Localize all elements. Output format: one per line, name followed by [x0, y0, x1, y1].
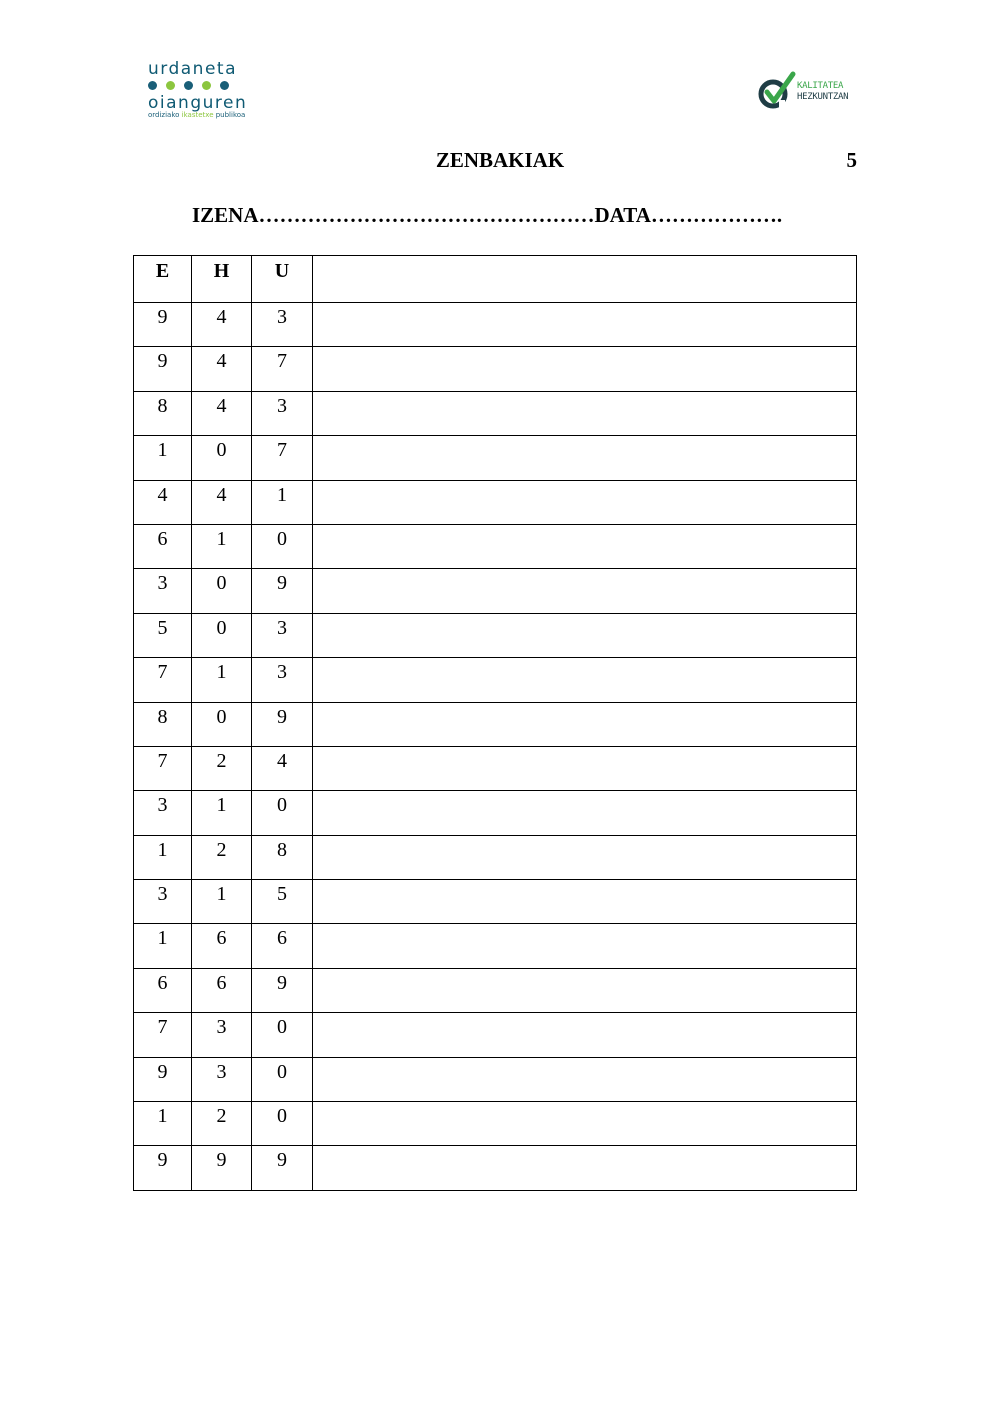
table-row	[134, 1102, 857, 1146]
digit-u: 1	[252, 480, 313, 524]
digit-e: 3	[134, 569, 192, 613]
quality-logo-line2: HEZKUNTZAN	[797, 92, 849, 102]
logo-tagline-part-3: publikoa	[215, 111, 246, 119]
table-row	[134, 391, 857, 435]
digit-h: 2	[192, 835, 252, 879]
answer-cell[interactable]	[313, 968, 857, 1012]
quality-check-icon	[757, 70, 797, 118]
table-row	[134, 480, 857, 524]
digit-u: 0	[252, 1102, 313, 1146]
answer-cell[interactable]	[313, 1102, 857, 1146]
digit-u: 9	[252, 968, 313, 1012]
digit-h: 2	[192, 1102, 252, 1146]
digit-e: 1	[134, 835, 192, 879]
answer-cell[interactable]	[313, 524, 857, 568]
logo-dot	[220, 81, 229, 90]
answer-cell[interactable]	[313, 569, 857, 613]
table-row	[134, 613, 857, 657]
logo-dot	[166, 81, 175, 90]
answer-cell[interactable]	[313, 1146, 857, 1190]
table-row	[134, 746, 857, 790]
answer-cell[interactable]	[313, 1013, 857, 1057]
digit-e: 8	[134, 702, 192, 746]
digit-e: 8	[134, 391, 192, 435]
answer-cell[interactable]	[313, 613, 857, 657]
digit-h: 0	[192, 436, 252, 480]
table-row	[134, 924, 857, 968]
page-number: 5	[846, 148, 857, 172]
table-row	[134, 880, 857, 924]
digit-e: 9	[134, 1057, 192, 1101]
logo-dots	[148, 81, 229, 90]
digit-h: 4	[192, 303, 252, 347]
digit-h: 3	[192, 1013, 252, 1057]
numbers-table	[133, 255, 857, 1191]
digit-h: 1	[192, 658, 252, 702]
answer-cell[interactable]	[313, 436, 857, 480]
table-row	[134, 569, 857, 613]
digit-e: 3	[134, 880, 192, 924]
table-row	[134, 303, 857, 347]
logo-dot	[148, 81, 157, 90]
answer-cell[interactable]	[313, 924, 857, 968]
logo-tagline-part-1: ordiziako	[148, 111, 180, 119]
digit-e: 9	[134, 303, 192, 347]
digit-u: 3	[252, 658, 313, 702]
logo-tagline-part-2: ikastetxe	[181, 111, 214, 119]
answer-cell[interactable]	[313, 702, 857, 746]
digit-u: 5	[252, 880, 313, 924]
answer-cell[interactable]	[313, 746, 857, 790]
answer-cell[interactable]	[313, 391, 857, 435]
digit-h: 0	[192, 702, 252, 746]
table-row	[134, 347, 857, 391]
answer-cell[interactable]	[313, 1057, 857, 1101]
table-header-row	[134, 256, 857, 303]
digit-e: 1	[134, 436, 192, 480]
digit-e: 1	[134, 1102, 192, 1146]
digit-h: 1	[192, 791, 252, 835]
answer-cell[interactable]	[313, 835, 857, 879]
name-date-line: IZENA…………………………………………DATA……………….	[192, 203, 783, 227]
digit-u: 0	[252, 524, 313, 568]
digit-e: 7	[134, 658, 192, 702]
answer-cell[interactable]	[313, 880, 857, 924]
digit-u: 7	[252, 436, 313, 480]
digit-e: 5	[134, 613, 192, 657]
digit-e: 1	[134, 924, 192, 968]
digit-u: 3	[252, 391, 313, 435]
logo-tagline	[148, 111, 245, 119]
quality-logo	[757, 68, 857, 120]
page-title: ZENBAKIAK	[435, 148, 565, 172]
digit-h: 9	[192, 1146, 252, 1190]
digit-u: 3	[252, 303, 313, 347]
digit-e: 6	[134, 968, 192, 1012]
digit-e: 6	[134, 524, 192, 568]
header-h: H	[192, 256, 252, 303]
table-row	[134, 1013, 857, 1057]
digit-u: 6	[252, 924, 313, 968]
answer-cell[interactable]	[313, 480, 857, 524]
digit-u: 0	[252, 1013, 313, 1057]
digit-e: 9	[134, 347, 192, 391]
digit-h: 6	[192, 924, 252, 968]
digit-h: 4	[192, 480, 252, 524]
digit-h: 1	[192, 524, 252, 568]
table-row	[134, 702, 857, 746]
digit-e: 7	[134, 1013, 192, 1057]
digit-u: 8	[252, 835, 313, 879]
digit-u: 3	[252, 613, 313, 657]
header-u: U	[252, 256, 313, 303]
logo-dot	[202, 81, 211, 90]
digit-h: 1	[192, 880, 252, 924]
digit-e: 7	[134, 746, 192, 790]
digit-h: 6	[192, 968, 252, 1012]
digit-h: 0	[192, 613, 252, 657]
digit-u: 7	[252, 347, 313, 391]
table-row	[134, 1146, 857, 1190]
answer-cell[interactable]	[313, 658, 857, 702]
digit-h: 3	[192, 1057, 252, 1101]
header-e: E	[134, 256, 192, 303]
table-row	[134, 658, 857, 702]
digit-h: 4	[192, 347, 252, 391]
logo-text-oianguren: oianguren	[148, 93, 248, 113]
digit-u: 0	[252, 1057, 313, 1101]
table-row	[134, 1057, 857, 1101]
table-row	[134, 524, 857, 568]
table-row	[134, 835, 857, 879]
digit-h: 4	[192, 391, 252, 435]
digit-u: 0	[252, 791, 313, 835]
table-row	[134, 791, 857, 835]
digit-e: 9	[134, 1146, 192, 1190]
digit-e: 3	[134, 791, 192, 835]
digit-e: 4	[134, 480, 192, 524]
table-row	[134, 968, 857, 1012]
digit-h: 0	[192, 569, 252, 613]
digit-h: 2	[192, 746, 252, 790]
digit-u: 9	[252, 1146, 313, 1190]
table-row	[134, 436, 857, 480]
quality-logo-line1: KALITATEA	[797, 81, 844, 91]
digit-u: 9	[252, 569, 313, 613]
digit-u: 9	[252, 702, 313, 746]
answer-cell[interactable]	[313, 347, 857, 391]
digit-u: 4	[252, 746, 313, 790]
answer-cell[interactable]	[313, 303, 857, 347]
logo-text-urdaneta: urdaneta	[148, 59, 237, 79]
school-logo	[146, 60, 256, 122]
logo-dot	[184, 81, 193, 90]
header-answer	[313, 256, 857, 303]
answer-cell[interactable]	[313, 791, 857, 835]
